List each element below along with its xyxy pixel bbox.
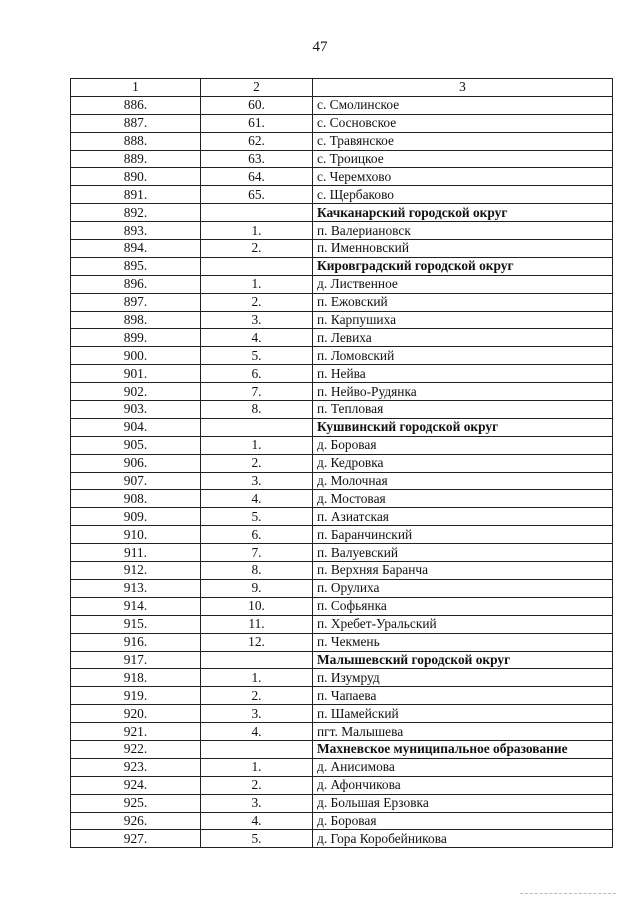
footer-scan-line [520, 893, 616, 894]
sub-number: 3. [201, 472, 313, 490]
district-name: Малышевский городской округ [313, 651, 613, 669]
table-row [71, 579, 613, 597]
settlement-name: п. Софьянка [313, 597, 613, 615]
table-header-row [71, 79, 613, 97]
row-number: 892. [71, 204, 201, 222]
sub-number: 1. [201, 275, 313, 293]
settlement-name: п. Левиха [313, 329, 613, 347]
row-number: 888. [71, 132, 201, 150]
row-number: 906. [71, 454, 201, 472]
row-number: 913. [71, 579, 201, 597]
sub-number: 4. [201, 329, 313, 347]
row-number: 898. [71, 311, 201, 329]
settlement-name: с. Щербаково [313, 186, 613, 204]
row-number: 896. [71, 275, 201, 293]
sub-number: 4. [201, 490, 313, 508]
table-row [71, 96, 613, 114]
sub-number: 12. [201, 633, 313, 651]
row-number: 907. [71, 472, 201, 490]
settlement-name: п. Хребет-Уральский [313, 615, 613, 633]
district-row [71, 204, 613, 222]
sub-number: 5. [201, 347, 313, 365]
sub-number: 1. [201, 758, 313, 776]
sub-number: 9. [201, 579, 313, 597]
table-row [71, 401, 613, 419]
row-number: 914. [71, 597, 201, 615]
table-row [71, 776, 613, 794]
table-row [71, 311, 613, 329]
row-number: 900. [71, 347, 201, 365]
sub-number: 2. [201, 776, 313, 794]
settlement-name: п. Тепловая [313, 401, 613, 419]
table-row [71, 222, 613, 240]
sub-number [201, 257, 313, 275]
table-row [71, 275, 613, 293]
sub-number: 5. [201, 830, 313, 848]
column-header-3: 3 [313, 79, 613, 97]
district-name: Махневское муниципальное образование [313, 740, 613, 758]
settlements-table [70, 78, 613, 848]
sub-number: 8. [201, 401, 313, 419]
row-number: 916. [71, 633, 201, 651]
settlement-name: п. Азиатская [313, 508, 613, 526]
row-number: 919. [71, 687, 201, 705]
table-row [71, 150, 613, 168]
row-number: 886. [71, 96, 201, 114]
settlement-name: д. Боровая [313, 812, 613, 830]
row-number: 924. [71, 776, 201, 794]
sub-number: 64. [201, 168, 313, 186]
row-number: 903. [71, 401, 201, 419]
sub-number: 4. [201, 723, 313, 741]
settlement-name: с. Травянское [313, 132, 613, 150]
table-row [71, 562, 613, 580]
table-row [71, 597, 613, 615]
sub-number: 7. [201, 544, 313, 562]
district-name: Кушвинский городской округ [313, 418, 613, 436]
row-number: 905. [71, 436, 201, 454]
table-row [71, 508, 613, 526]
row-number: 923. [71, 758, 201, 776]
page-number: 47 [312, 39, 328, 55]
settlement-name: п. Изумруд [313, 669, 613, 687]
district-name: Качканарский городской округ [313, 204, 613, 222]
row-number: 918. [71, 669, 201, 687]
row-number: 895. [71, 257, 201, 275]
settlement-name: с. Троицкое [313, 150, 613, 168]
sub-number: 5. [201, 508, 313, 526]
settlement-name: п. Верхняя Баранча [313, 562, 613, 580]
sub-number: 3. [201, 705, 313, 723]
sub-number [201, 204, 313, 222]
table-body [71, 79, 613, 848]
sub-number: 61. [201, 114, 313, 132]
row-number: 925. [71, 794, 201, 812]
settlement-name: д. Мостовая [313, 490, 613, 508]
sub-number: 63. [201, 150, 313, 168]
sub-number: 65. [201, 186, 313, 204]
sub-number: 7. [201, 383, 313, 401]
sub-number [201, 651, 313, 669]
settlement-name: с. Черемхово [313, 168, 613, 186]
sub-number: 2. [201, 687, 313, 705]
table-row [71, 168, 613, 186]
settlement-name: д. Молочная [313, 472, 613, 490]
row-number: 890. [71, 168, 201, 186]
table-row [71, 830, 613, 848]
row-number: 891. [71, 186, 201, 204]
table-row [71, 544, 613, 562]
district-row [71, 740, 613, 758]
table-row [71, 293, 613, 311]
district-row [71, 418, 613, 436]
row-number: 917. [71, 651, 201, 669]
settlement-name: п. Нейво-Рудянка [313, 383, 613, 401]
settlement-name: пгт. Малышева [313, 723, 613, 741]
settlement-name: п. Валуевский [313, 544, 613, 562]
row-number: 921. [71, 723, 201, 741]
settlement-name: п. Валериановск [313, 222, 613, 240]
settlement-name: п. Баранчинский [313, 526, 613, 544]
row-number: 897. [71, 293, 201, 311]
row-number: 927. [71, 830, 201, 848]
table-row [71, 526, 613, 544]
table-row [71, 723, 613, 741]
sub-number: 2. [201, 454, 313, 472]
row-number: 894. [71, 240, 201, 258]
sub-number: 3. [201, 794, 313, 812]
sub-number: 2. [201, 240, 313, 258]
table-row [71, 347, 613, 365]
settlement-name: п. Ежовский [313, 293, 613, 311]
settlement-name: п. Шамейский [313, 705, 613, 723]
row-number: 902. [71, 383, 201, 401]
settlement-name: с. Сосновское [313, 114, 613, 132]
table-row [71, 615, 613, 633]
settlement-name: п. Нейва [313, 365, 613, 383]
column-header-1: 1 [71, 79, 201, 97]
sub-number: 11. [201, 615, 313, 633]
sub-number: 1. [201, 669, 313, 687]
row-number: 922. [71, 740, 201, 758]
district-name: Кировградский городской округ [313, 257, 613, 275]
table-row [71, 758, 613, 776]
settlement-name: д. Боровая [313, 436, 613, 454]
settlement-name: д. Кедровка [313, 454, 613, 472]
row-number: 912. [71, 562, 201, 580]
settlement-name: д. Гора Коробейникова [313, 830, 613, 848]
settlement-name: д. Афончикова [313, 776, 613, 794]
sub-number: 2. [201, 293, 313, 311]
table-row [71, 365, 613, 383]
settlement-name: п. Ломовский [313, 347, 613, 365]
sub-number: 1. [201, 436, 313, 454]
settlement-name: п. Чекмень [313, 633, 613, 651]
settlement-name: п. Именновский [313, 240, 613, 258]
table-row [71, 687, 613, 705]
table-row [71, 186, 613, 204]
settlement-name: д. Большая Ерзовка [313, 794, 613, 812]
settlement-name: д. Анисимова [313, 758, 613, 776]
settlement-name: с. Смолинское [313, 96, 613, 114]
sub-number: 62. [201, 132, 313, 150]
sub-number: 4. [201, 812, 313, 830]
row-number: 893. [71, 222, 201, 240]
row-number: 889. [71, 150, 201, 168]
sub-number: 60. [201, 96, 313, 114]
sub-number [201, 418, 313, 436]
sub-number: 6. [201, 365, 313, 383]
table-row [71, 490, 613, 508]
district-row [71, 257, 613, 275]
settlement-name: д. Лиственное [313, 275, 613, 293]
sub-number: 6. [201, 526, 313, 544]
row-number: 901. [71, 365, 201, 383]
row-number: 915. [71, 615, 201, 633]
sub-number: 3. [201, 311, 313, 329]
row-number: 887. [71, 114, 201, 132]
table-row [71, 454, 613, 472]
table-row [71, 114, 613, 132]
table-row [71, 812, 613, 830]
table-row [71, 329, 613, 347]
settlement-name: п. Орулиха [313, 579, 613, 597]
table-row [71, 436, 613, 454]
sub-number [201, 740, 313, 758]
column-header-2: 2 [201, 79, 313, 97]
table-row [71, 633, 613, 651]
settlement-name: п. Карпушиха [313, 311, 613, 329]
sub-number: 1. [201, 222, 313, 240]
row-number: 911. [71, 544, 201, 562]
row-number: 926. [71, 812, 201, 830]
table-row [71, 705, 613, 723]
table-row [71, 669, 613, 687]
row-number: 909. [71, 508, 201, 526]
row-number: 920. [71, 705, 201, 723]
table-row [71, 132, 613, 150]
sub-number: 10. [201, 597, 313, 615]
table-row [71, 383, 613, 401]
row-number: 908. [71, 490, 201, 508]
row-number: 904. [71, 418, 201, 436]
district-row [71, 651, 613, 669]
sub-number: 8. [201, 562, 313, 580]
settlement-name: п. Чапаева [313, 687, 613, 705]
row-number: 899. [71, 329, 201, 347]
table-row [71, 240, 613, 258]
table-row [71, 794, 613, 812]
table-row [71, 472, 613, 490]
row-number: 910. [71, 526, 201, 544]
